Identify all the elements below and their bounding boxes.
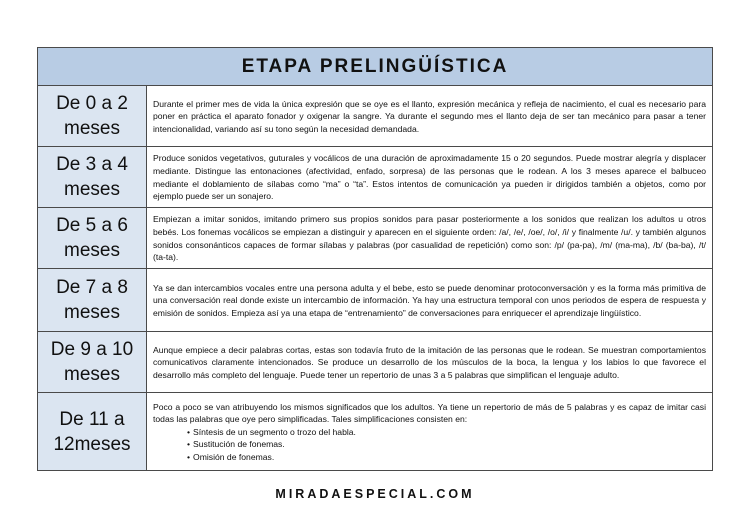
description-cell: Empiezan a imitar sonidos, imitando primero sus propios sonidos para pasar posteriormente a los sonidos que realizan los adultos u otros bebés. Los fonemas vocálicos se empiezan a distinguir y aparecen en el siguiente orden: /a/, /e/, /oe/, /o/, /i/ y finalmente /u/. y también algunos sonidos consonánticos capaces de formar sílabas y palabras (por casualidad de repetición) como son: /p/ (pa-pa), /m/ (ma-ma), /b/ (ba-ba), /t/ (ta-ta).: [153, 214, 706, 263]
table-row: [38, 393, 712, 470]
table-row: [38, 269, 712, 332]
description-text: Poco a poco se van atribuyendo los mismos significados que los adultos. Ya tiene un repertorio de más de 5 palabras y es capaz de imitar casi todas las palabras que oye pero simplificadas. Tales simplificaciones consisten en:: [153, 401, 706, 425]
table-row: [38, 208, 712, 269]
description-cell: Produce sonidos vegetativos, guturales y vocálicos de una duración de aproximadamente 15 o 20 segundos. Puede mostrar alegría y displacer mediante. Distingue las entonaciones (afectividad, enfado, sorpresa) de las personas que le rodean. A los 3 meses aparece el balbuceo mediante el doblamiento de sílabas como “ma” o “ta”. Estos intentos de comunicación ya pueden ir dirigidos también a objetos, como por ejemplo puede ser un sonajero.: [153, 153, 706, 202]
table-row: [38, 86, 712, 147]
description-cell: [147, 393, 712, 470]
age-cell: De 0 a 2 meses: [38, 86, 147, 146]
age-cell: De 9 a 10 meses: [38, 332, 147, 392]
development-table: [37, 47, 713, 471]
table-row: [38, 147, 712, 208]
description-cell: Durante el primer mes de vida la única expresión que se oye es el llanto, expresión mecánica y refleja de nacimiento, el cual es necesario para poner en práctica el aparato fonador y oxigenar la sangre. Ya durante el segundo mes el llanto deja de ser tan mecánico para pasar a tener intencionalidad, variando así su tono según la necesidad demandada.: [153, 98, 706, 134]
list-item: • Síntesis de un segmento o trozo del habla.: [187, 426, 706, 439]
age-cell: De 3 a 4 meses: [38, 147, 147, 207]
description-cell: Ya se dan intercambios vocales entre una persona adulta y el bebe, esto se puede denominar protoconversación y es la forma más primitiva de una conversación real donde existe un intercambio de información. Ya hay una estructura temporal con unos periodos de espera de respuesta y emisión de sonidos. Empieza así ya una etapa de “entrenamiento” de conversaciones para enriquecer el aprendizaje lingüístico.: [153, 282, 706, 318]
age-cell: De 5 a 6 meses: [38, 208, 147, 268]
table-row: [38, 332, 712, 393]
list-item: • Sustitución de fonemas.: [187, 438, 706, 451]
description-cell: Aunque empiece a decir palabras cortas, estas son todavía fruto de la imitación de las personas que le rodean. Se muestran comportamientos comunicativos claramente intencionados. Se produce un desarrollo de los músculos de la boca, la lengua y los labios lo que favorece el desarrollo más completo del lenguaje. Puede tener un repertorio de unas 3 a 5 palabras que simplifican el lenguaje adulto.: [153, 344, 706, 380]
table-title: ETAPA PRELINGÜÍSTICA: [38, 48, 712, 86]
age-cell: De 11 a 12meses: [38, 393, 147, 470]
simplification-list: [153, 426, 706, 464]
footer-site-name: MIRADAESPECIAL.COM: [275, 487, 475, 501]
age-cell: De 7 a 8 meses: [38, 269, 147, 331]
list-item: • Omisión de fonemas.: [187, 451, 706, 464]
